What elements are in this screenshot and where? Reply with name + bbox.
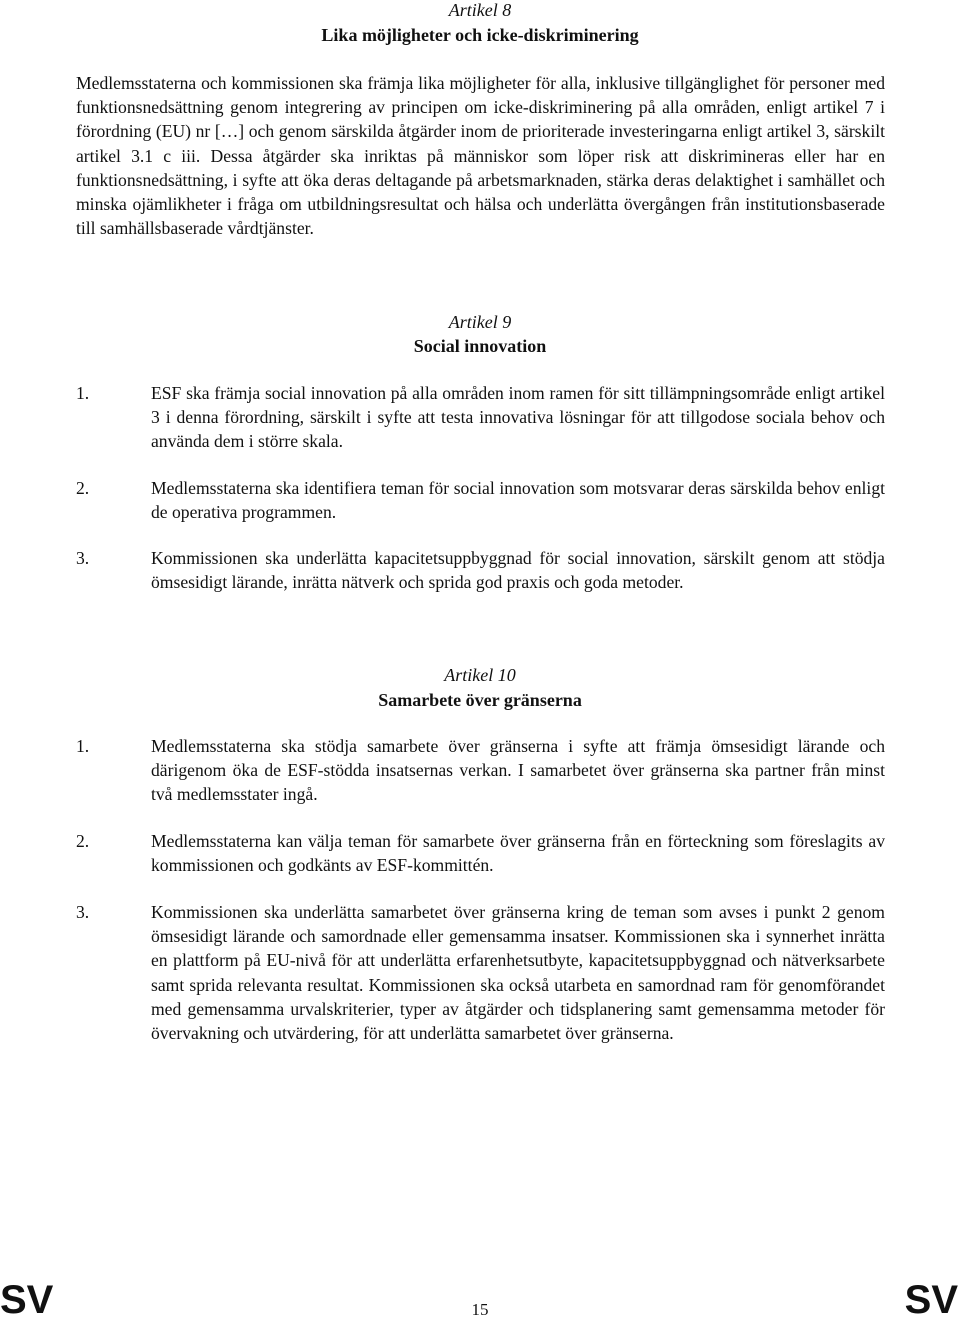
- paragraph-number: 2.: [76, 478, 90, 498]
- paragraph-text: Medlemsstaterna kan välja teman för samarbete över gränserna från en förteckning som föreslagits av kommissionen och godkänts av ESF-kommittén.: [151, 831, 885, 876]
- paragraph-number: 3.: [76, 902, 90, 922]
- paragraph-text: Kommissionen ska underlätta kapacitetsuppbyggnad för social innovation, särskilt genom att stödja ömsesidigt lärande, inrätta nätverk och sprida god praxis och goda metoder.: [151, 548, 885, 593]
- article-9-paragraph-2: [76, 476, 885, 524]
- article-8-number: Artikel 8: [448, 0, 512, 20]
- paragraph-text: Medlemsstaterna ska stödja samarbete över gränserna i syfte att främja ömsesidigt lärande och därigenom öka de ESF-stödda insatsernas verkan. I samarbetet över gränserna ska partner från minst två medlemsstater ingå.: [151, 736, 885, 805]
- paragraph-text: Medlemsstaterna ska identifiera teman för social innovation som motsvarar deras särskilda behov enligt de operativa programmen.: [151, 478, 885, 523]
- article-9-paragraph-1: [76, 381, 885, 454]
- article-8-body: Medlemsstaterna och kommissionen ska främja lika möjligheter för alla, inklusive tillgänglighet för personer med funktionsnedsättning genom integrering av principen om icke-diskriminering på alla områden, enligt artikel 7 i förordning (EU) nr […] och genom särskilda åtgärder inom de prioriterade investeringarna enligt artikel 3, särskilt artikel 3.1 c iii. Dessa åtgärder ska inriktas på människor som löper risk att diskrimineras eller har en funktionsnedsättning, i syfte att öka deras deltagande på arbetsmarknaden, stärka deras delaktighet i samhället och minska ojämlikheter i fråga om utbildningsresultat och hälsa och underlätta övergången från institutionsbaserade till samhällsbaserade vårdtjänster.: [76, 73, 885, 239]
- paragraph-text: ESF ska främja social innovation på alla områden inom ramen för sitt tillämpningsområde enligt artikel 3 i denna förordning, särskilt i syfte att testa innovativa lösningar för att tillgodose sociala behov och använda dem i större skala.: [151, 383, 885, 452]
- paragraph-number: 2.: [76, 831, 90, 851]
- article-10-number: Artikel 10: [444, 665, 516, 685]
- paragraph-number: 3.: [76, 548, 90, 568]
- paragraph-text: Kommissionen ska underlätta samarbetet över gränserna kring de teman som avses i punkt 2 genom ömsesidigt lärande och samordnade eller gemensamma insatser. Kommissionen ska i synnerhet inrätta en plattform på EU-nivå för att underlätta erfarenhetsutbyte, kapacitetsuppbyggnad och nätverksarbete samt sprida relevanta resultat. Kommissionen ska också utarbeta en samordnad ram för genomförandet med gemensamma urvalskriterier, typer av åtgärder och tidsplanering samt gemensamma metoder för övervakning och utvärdering, för att underlätta samarbetet över gränserna.: [151, 902, 885, 1044]
- article-10-paragraph-2: [76, 829, 885, 877]
- paragraph-number: 1.: [76, 383, 90, 403]
- footer-language-right: SV: [904, 1278, 958, 1322]
- article-9-number: Artikel 9: [448, 312, 512, 332]
- article-10-title: Samarbete över gränserna: [378, 690, 582, 710]
- footer-language-left: SV: [0, 1278, 54, 1322]
- article-10-paragraph-3: [76, 900, 885, 1045]
- article-10-paragraph-1: [76, 734, 885, 807]
- page-number: 15: [471, 1300, 489, 1319]
- paragraph-number: 1.: [76, 736, 90, 756]
- article-9-title: Social innovation: [413, 336, 547, 356]
- article-8-title: Lika möjligheter och icke-diskriminering: [321, 25, 639, 45]
- article-9-paragraph-3: [76, 546, 885, 594]
